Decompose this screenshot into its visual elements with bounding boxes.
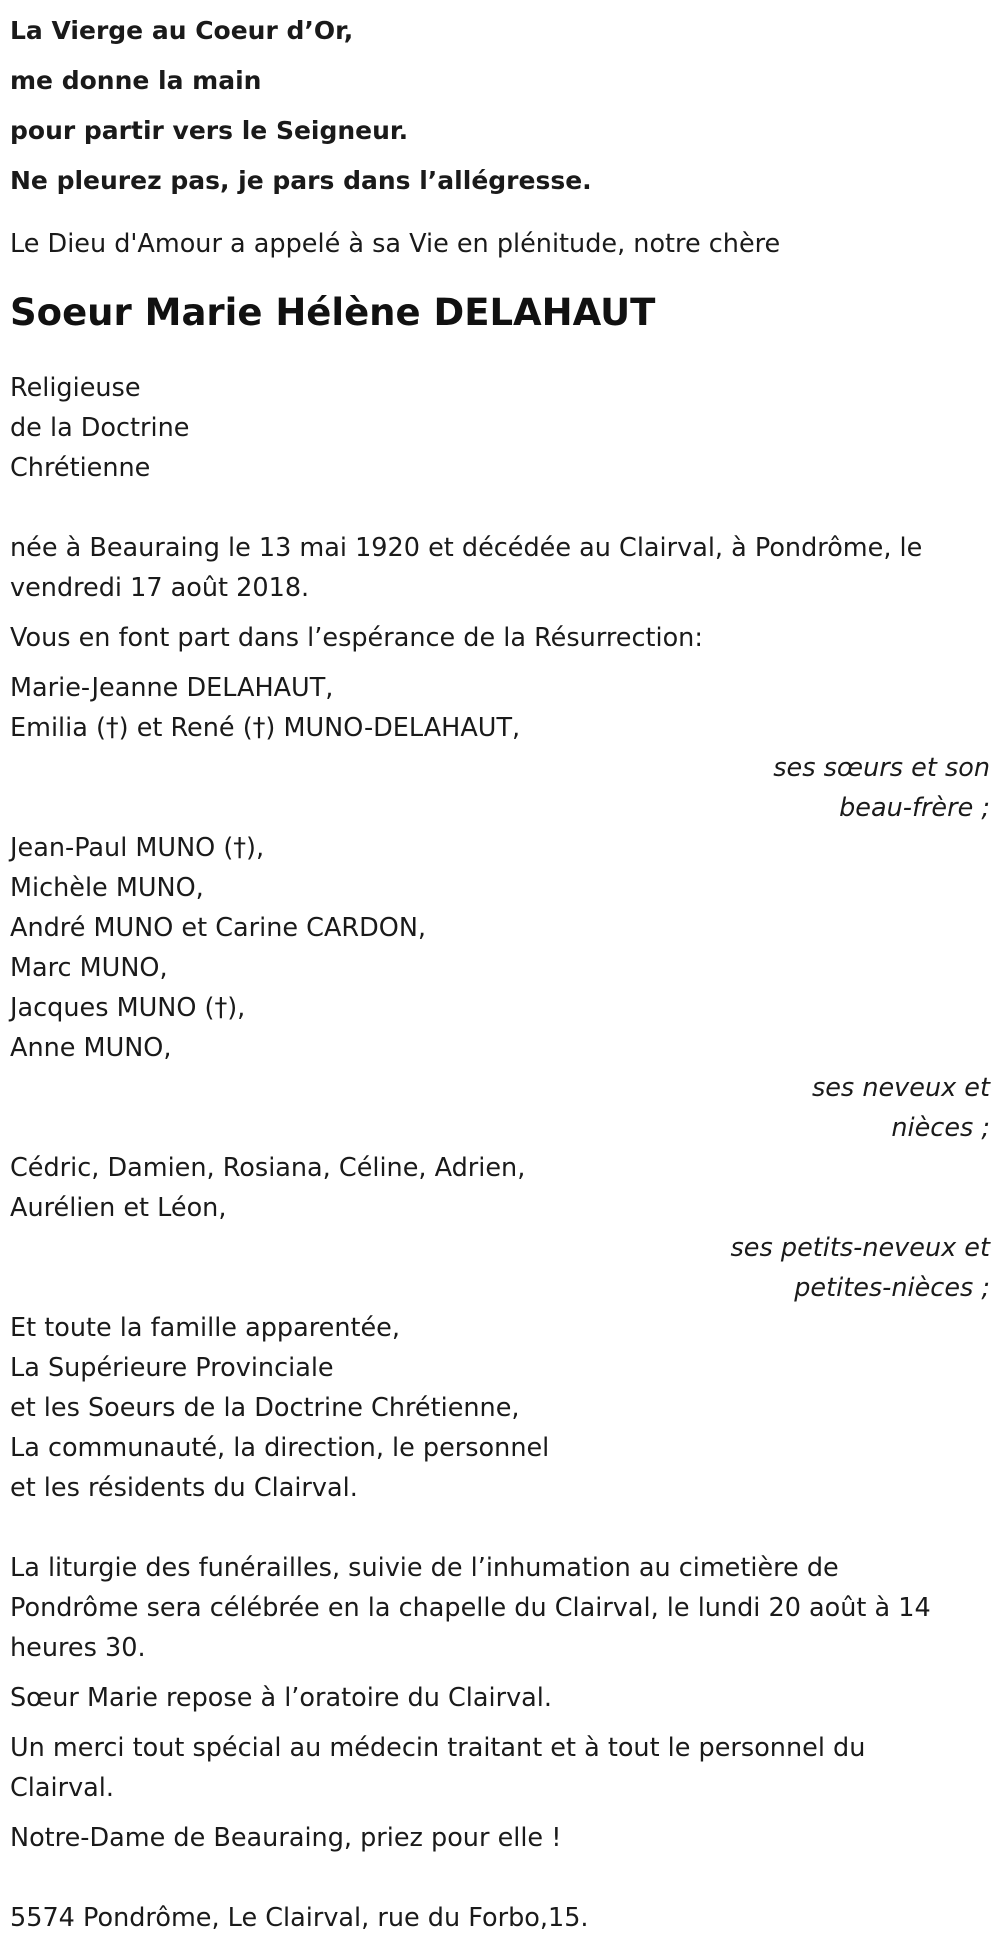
family-name: Marie-Jeanne DELAHAUT, (10, 673, 334, 703)
family-name: Cédric, Damien, Rosiana, Céline, Adrien, (10, 1153, 526, 1183)
relation-line: ses neveux et (811, 1073, 990, 1103)
deceased-name: Soeur Marie Hélène DELAHAUT (10, 291, 656, 334)
poem-line: me donne la main (10, 66, 262, 95)
funeral-details (10, 1548, 990, 1668)
intro-text: Le Dieu d'Amour a appelé à sa Vie en plénitude, notre chère (10, 229, 781, 259)
family-group-sisters (10, 668, 990, 828)
birth-death-statement (10, 528, 990, 608)
family-name: Anne MUNO, (10, 1033, 172, 1063)
family-relation (10, 748, 990, 828)
family-relation (10, 1228, 990, 1308)
funeral-line: heures 30. (10, 1633, 146, 1663)
relation-line: petites-nièces ; (794, 1273, 990, 1303)
other-mourners (10, 1308, 990, 1508)
repose-text: Sœur Marie repose à l’oratoire du Clairval. (10, 1683, 552, 1713)
birth-line: née à Beauraing le 13 mai 1920 et décédée au Clairval, à Pondrôme, le (10, 533, 923, 563)
family-relation (10, 1068, 990, 1148)
thanks-line: Un merci tout spécial au médecin traitant et à tout le personnel du (10, 1733, 866, 1763)
thanks-line: Clairval. (10, 1773, 114, 1803)
relation-line: ses sœurs et son (773, 753, 990, 783)
mourner-line: La Supérieure Provinciale (10, 1353, 334, 1383)
family-name: Aurélien et Léon, (10, 1193, 227, 1223)
birth-line: vendredi 17 août 2018. (10, 573, 310, 603)
announcement: Vous en font part dans l’espérance de la Résurrection: (10, 623, 703, 653)
family-name: Jacques MUNO (†), (10, 993, 246, 1023)
mourner-line: La communauté, la direction, le personnel (10, 1433, 550, 1463)
mourner-line: et les résidents du Clairval. (10, 1473, 358, 1503)
family-name: Michèle MUNO, (10, 873, 204, 903)
funeral-line: La liturgie des funérailles, suivie de l’inhumation au cimetière de (10, 1553, 839, 1583)
family-name: André MUNO et Carine CARDON, (10, 913, 427, 943)
poem (10, 0, 990, 206)
family-name: Jean-Paul MUNO (†), (10, 833, 265, 863)
title-line: Chrétienne (10, 453, 151, 483)
family-group-nephews (10, 828, 990, 1148)
poem-line: pour partir vers le Seigneur. (10, 116, 409, 145)
relation-line: nièces ; (891, 1113, 990, 1143)
family-group-grandnephews (10, 1148, 990, 1308)
poem-line: La Vierge au Coeur d’Or, (10, 16, 354, 45)
relation-line: beau-frère ; (839, 793, 990, 823)
thanks-text (10, 1728, 990, 1808)
mourner-line: Et toute la famille apparentée, (10, 1313, 400, 1343)
address-text: 5574 Pondrôme, Le Clairval, rue du Forbo,15. (10, 1903, 589, 1933)
family-name: Marc MUNO, (10, 953, 168, 983)
religious-title (10, 368, 990, 488)
prayer-text: Notre-Dame de Beauraing, priez pour elle ! (10, 1823, 562, 1853)
title-line: Religieuse (10, 373, 141, 403)
poem-line: Ne pleurez pas, je pars dans l’allégresse. (10, 166, 592, 195)
title-line: de la Doctrine (10, 413, 190, 443)
funeral-line: Pondrôme sera célébrée en la chapelle du Clairval, le lundi 20 août à 14 (10, 1593, 931, 1623)
mourner-line: et les Soeurs de la Doctrine Chrétienne, (10, 1393, 520, 1423)
relation-line: ses petits-neveux et (730, 1233, 990, 1263)
family-name: Emilia (†) et René (†) MUNO-DELAHAUT, (10, 713, 521, 743)
